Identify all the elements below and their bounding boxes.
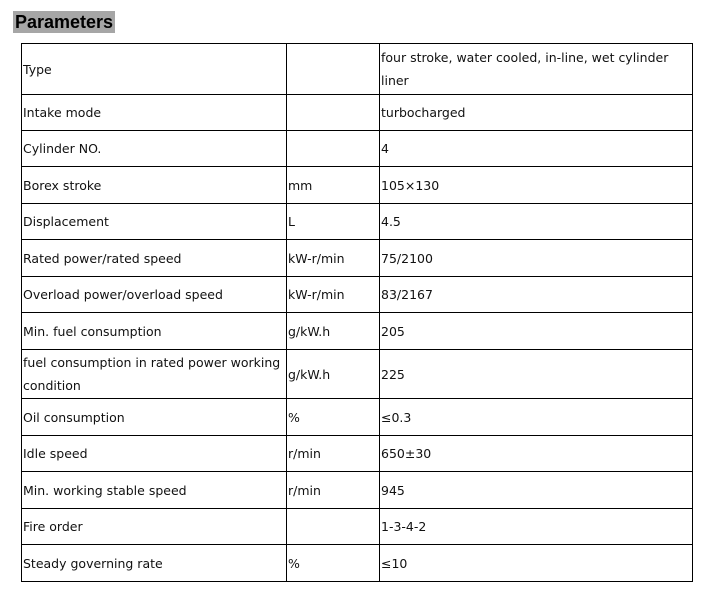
param-unit: mm: [287, 167, 380, 204]
param-unit: [287, 95, 380, 131]
param-name: Rated power/rated speed: [22, 240, 287, 277]
param-name: Overload power/overload speed: [22, 277, 287, 313]
table-row: [22, 350, 693, 399]
param-value: 83/2167: [380, 277, 693, 313]
table-row: [22, 44, 693, 95]
param-value: 225: [380, 350, 693, 399]
param-unit: kW-r/min: [287, 277, 380, 313]
param-value: ≤10: [380, 545, 693, 582]
param-unit: r/min: [287, 436, 380, 472]
param-unit: L: [287, 204, 380, 240]
param-value: 75/2100: [380, 240, 693, 277]
param-name: Oil consumption: [22, 399, 287, 436]
param-value: 650±30: [380, 436, 693, 472]
table-row: [22, 240, 693, 277]
table-row: [22, 399, 693, 436]
table-row: [22, 204, 693, 240]
param-value: four stroke, water cooled, in-line, wet cylinder liner: [380, 44, 693, 95]
param-unit: g/kW.h: [287, 313, 380, 350]
param-name: Fire order: [22, 509, 287, 545]
param-name: Type: [22, 44, 287, 95]
param-unit: %: [287, 399, 380, 436]
table-row: [22, 95, 693, 131]
param-name: Idle speed: [22, 436, 287, 472]
param-name: fuel consumption in rated power working condition: [22, 350, 287, 399]
param-value: 205: [380, 313, 693, 350]
table-row: [22, 545, 693, 582]
table-row: [22, 509, 693, 545]
param-unit: [287, 509, 380, 545]
param-unit: %: [287, 545, 380, 582]
param-name: Borex stroke: [22, 167, 287, 204]
param-name: Steady governing rate: [22, 545, 287, 582]
param-value: 945: [380, 472, 693, 509]
param-unit: r/min: [287, 472, 380, 509]
param-name: Min. working stable speed: [22, 472, 287, 509]
param-name: Intake mode: [22, 95, 287, 131]
param-value: 105×130: [380, 167, 693, 204]
param-name: Cylinder NO.: [22, 131, 287, 167]
param-name: Displacement: [22, 204, 287, 240]
param-unit: g/kW.h: [287, 350, 380, 399]
table-row: [22, 472, 693, 509]
table-row: [22, 277, 693, 313]
param-unit: kW-r/min: [287, 240, 380, 277]
param-value: ≤0.3: [380, 399, 693, 436]
table-row: [22, 131, 693, 167]
page-heading: Parameters: [15, 12, 114, 32]
param-unit: [287, 131, 380, 167]
table-row: [22, 313, 693, 350]
param-unit: [287, 44, 380, 95]
param-value: 4.5: [380, 204, 693, 240]
table-row: [22, 167, 693, 204]
param-value: 1-3-4-2: [380, 509, 693, 545]
table-row: [22, 436, 693, 472]
param-value: turbocharged: [380, 95, 693, 131]
param-value: 4: [380, 131, 693, 167]
param-name: Min. fuel consumption: [22, 313, 287, 350]
parameters-table: [21, 43, 693, 582]
